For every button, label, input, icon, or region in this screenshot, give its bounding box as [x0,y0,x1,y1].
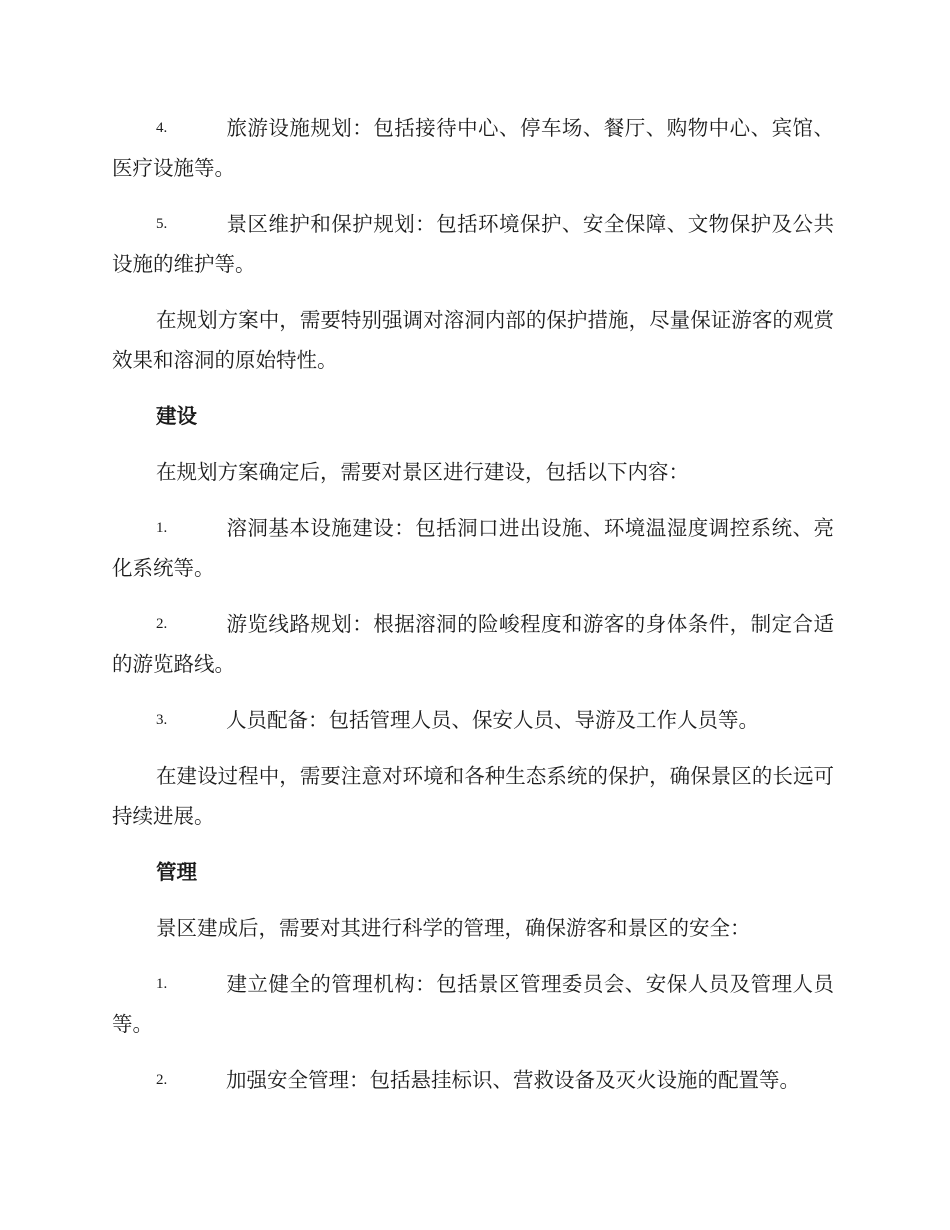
construction-intro: 在规划方案确定后，需要对景区进行建设，包括以下内容： [156,460,689,484]
list-item [112,508,834,588]
document-page [112,108,834,1116]
list-number: 1. [156,976,168,992]
list-item [112,108,834,188]
list-text: 溶洞基本设施建设：包括洞口进出设施、环境温湿度调控系统、亮化系统等。 [112,516,834,580]
list-text: 人员配备：包括管理人员、保安人员、导游及工作人员等。 [226,708,759,732]
list-item [112,700,834,740]
section-heading-management: 管理 [156,860,197,884]
section-heading-construction: 建设 [156,404,197,428]
management-intro: 景区建成后，需要对其进行科学的管理，确保游客和景区的安全： [156,916,751,940]
list-number: 1. [156,520,168,536]
list-number: 2. [156,616,168,632]
list-text: 景区维护和保护规划：包括环境保护、安全保障、文物保护及公共设施的维护等。 [112,212,834,276]
list-number: 2. [156,1072,168,1088]
list-item [112,204,834,284]
construction-closing: 在建设过程中，需要注意对环境和各种生态系统的保护，确保景区的长远可持续进展。 [112,764,834,828]
list-text: 游览线路规划：根据溶洞的险峻程度和游客的身体条件，制定合适的游览路线。 [112,612,834,676]
list-text: 建立健全的管理机构：包括景区管理委员会、安保人员及管理人员等。 [112,972,834,1036]
list-number: 4. [156,120,168,136]
list-text: 旅游设施规划：包括接待中心、停车场、餐厅、购物中心、宾馆、医疗设施等。 [112,116,834,180]
planning-paragraph: 在规划方案中，需要特别强调对溶洞内部的保护措施，尽量保证游客的观赏效果和溶洞的原始特性。 [112,308,834,372]
list-number: 5. [156,216,168,232]
list-number: 3. [156,712,168,728]
list-item [112,1060,834,1100]
list-text: 加强安全管理：包括悬挂标识、营救设备及灭火设施的配置等。 [226,1068,800,1092]
list-item [112,604,834,684]
list-item [112,964,834,1044]
